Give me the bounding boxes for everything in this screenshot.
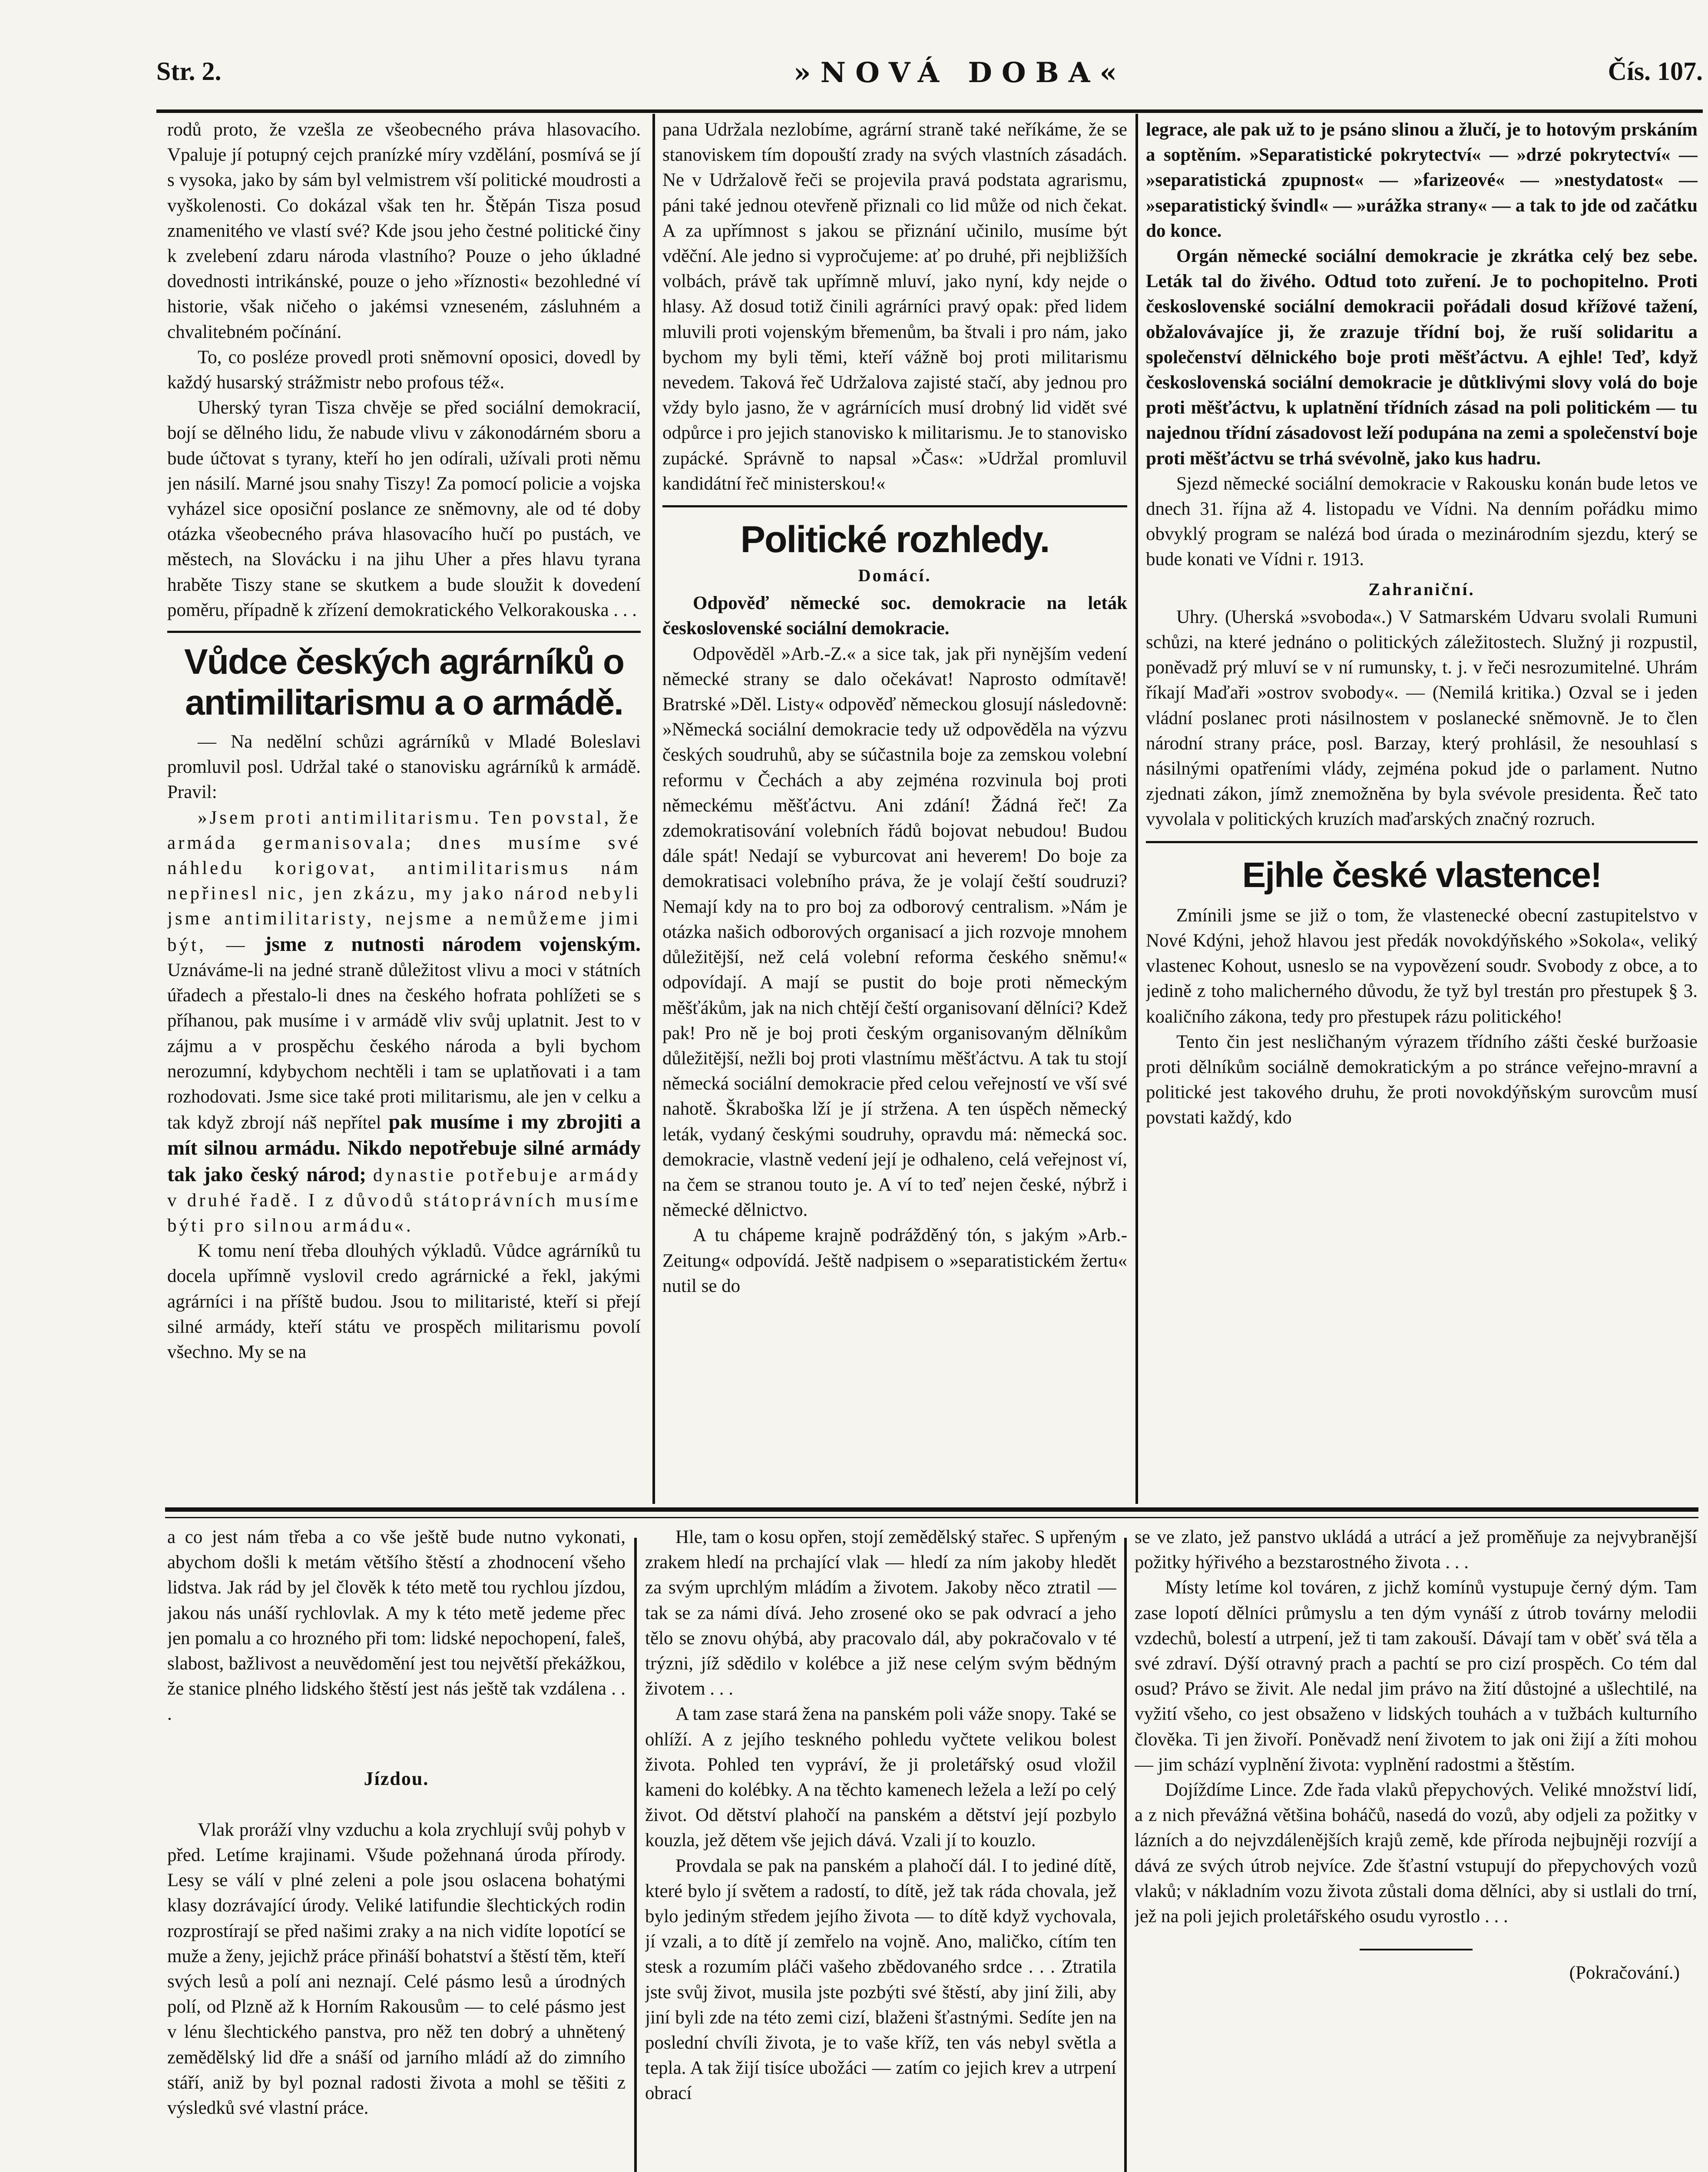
quote-emphasis: pak musíme i my zbrojiti a mít silnou armádu. Nikdo nepotřebuje silné armády tak jako český národ; bbox=[167, 1110, 641, 1186]
continuation-note: (Pokračování.) bbox=[1569, 1963, 1680, 1983]
section-subheading: Domácí. bbox=[858, 566, 932, 586]
column-rule bbox=[652, 114, 655, 1504]
page-header bbox=[156, 56, 1703, 104]
page-number: Str. 2. bbox=[156, 57, 222, 86]
article-paragraph: Vlak proráží vlny vzduchu a kola zrychlují svůj pohyb v před. Letíme krajinami. Všude požehnaná úroda přírody. Lesy se válí v plné zeleni a pole jsou oslacena bohatými klasy dozrávající úrody. Veliké latifundie šlechtických rodin rozprostírají se před našimi zraky a na nich vidíte lopotící se muže a ženy, jejichž práce přináší bohatství a štěstí těm, kteří svých lesů a polí ani neznají. Celé pásmo lesů a úrodných polí, od Plzně až k Horním Rakousům — to celé pásmo jest v lénu šlechtického panstva, pro něž ten dobrý a uhnětený zemědělský lid dře a snáší od jarního mládí až do zimního stáří, aniž by byl poznal radosti života a mohl se těšiti z výsledků své vlastní práce. bbox=[167, 1819, 626, 2119]
article-paragraph: To, co posléze provedl proti sněmovní oposici, dovedl by každý husarský strážmistr nebo profous též«. bbox=[167, 347, 641, 393]
article-lead: Odpověď německé soc. demokracie na leták československé sociální demokracie. bbox=[662, 593, 1127, 639]
article-quote bbox=[167, 805, 641, 1238]
article-paragraph: rodů proto, že vzešla ze všeobecného práva hlasovacího. Vpaluje jí potupný cejch pranízké míry vzdělání, posmívá se jí s vysoka, jako by sám byl velmistrem vší politické moudrosti a vyškolenosti. Co dokázal však ten hr. Štěpán Tisza posud znamenitého ve vlastí své? Kde jsou jeho čestné politické činy k zvelebení zdaru národa vlastního? Pouze o jeho úkladné dovednosti intrikánské, pouze o jeho »říznosti« bezohledné ví historie, však ničeho o jakémsi vzneseném, zásluhném a chvalitebném počínání. bbox=[167, 119, 641, 342]
article-rule bbox=[662, 505, 1127, 507]
article-paragraph: K tomu není třeba dlouhých výkladů. Vůdce agrárníků tu docela upřímně vyslovil credo agrárnické a řekl, jakými agrárníci i na příště budou. Jsou to militaristé, kteří si přejí silné armády, kteří státu ve prospěch militarismu povolí všechno. My se na bbox=[167, 1241, 641, 1362]
masthead-title: »NOVÁ DOBA« bbox=[793, 56, 1127, 89]
article-rule bbox=[1146, 841, 1698, 843]
column-3 bbox=[1146, 117, 1698, 1503]
header-rule bbox=[156, 109, 1703, 113]
article-paragraph: Orgán německé sociální demokracie je zkrátka celý bez sebe. Leták tal do živého. Odtud toto zuření. Je to pochopitelno. Proti československé sociální demokracii pořádali dosud křížové tažení, obžalovávajíce ji, že zrazuje třídní boj, že ruší solidaritu a společenství dělnického boje proti měšťáctvu. A ejhle! Teď, když československá sociální demokracie je důtklivými slovy volá do boje proti měšťáctvu, k uplatnění třídních zásad na poli politickém — tu najednou třídní zásadovost leží podupána na zemi a společenství boje proti měšťáctvu se trhá svévolně, jako kus hadru. bbox=[1146, 246, 1698, 469]
article-paragraph: se ve zlato, jež panstvo ukládá a utrácí a jež proměňuje za nejvybranější požitky hýřivého a bezstarostného života . . . bbox=[1135, 1527, 1697, 1573]
column-rule bbox=[1124, 1538, 1127, 2172]
section-divider bbox=[165, 1517, 1698, 1518]
article-paragraph: pana Udržala nezlobíme, agrární straně také neříkáme, že se stanoviskem tím dopouští zrady na svých vlastních zásadách. Ne v Udržalově řeči se projevila pravá podstata agrarismu, páni také jednou otevřeně přiznali co lid může od nich čekat. A za upřímnost s jakou se přiznání učinilo, musíme být vděční. Ale jedno si vypročujeme: ať po druhé, při nejbližších volbách, právě tak upřímně mluví, jako nyní, kdy nejde o hlasy. Až dosud totiž činili agrárníci pravý opak: před lidem mluvili proti vojenským břemenům, ba štvali i pro nám, jako bychom my byli těmi, kteří vážně boj proti militarismu nevedem. Taková řeč Udržalova zajisté stačí, aby jednou pro vždy bylo jasno, že v agrárnících musí drobný lid vidět své odpůrce i pro jejich stanovisko k militarismu. Je to stanovisko zupácké. Správně to napsal »Čas«: »Udržal promluvil kandidátní řeč ministerskou!« bbox=[662, 119, 1127, 494]
section-divider bbox=[165, 1507, 1698, 1512]
article-paragraph: Zmínili jsme se již o tom, že vlastenecké obecní zastupitelstvo v Nové Kdýni, jehož hlavou jest předák novokdýňského »Sokola«, veliký vlastenec Kohout, usneslo se na vypovězení soudr. Svobody z obce, a to jedině z toho malicherného důvodu, že tyž byl trestán pro přestupek § 3. koaličního zákona, tedy pro přestupek rázu politického! bbox=[1146, 905, 1698, 1027]
quote-emphasis: jsme z nutnosti národem vojenským. bbox=[265, 932, 641, 956]
feuilleton-title: Jízdou. bbox=[364, 1768, 429, 1789]
feuilleton-column-3 bbox=[1135, 1525, 1697, 2172]
article-paragraph: a co jest nám třeba a co vše ještě bude nutno vykonati, abychom došli k metám většího štěstí a zhodnocení všeho lidstva. Jak rád by jel člověk k této metě tou rychlou jízdou, jakou nás unáší rychlovlak. A my k této metě jedeme přec jen pomalu a co hrozného při tom: lidské nepochopení, faleš, slabost, bažlivost a neuvědomění jest tou největší překážkou, že stanice plného lidského štěstí jest nás ještě tak vzdálena . . . bbox=[167, 1527, 626, 1725]
article-paragraph: Provdala se pak na panském a plahočí dál. I to jediné dítě, které bylo jí světem a radostí, to dítě, jež tak ráda chovala, jež bylo jediným středem jejího života — to dítě když vychovala, jí vzali, a to dítě jí zemřelo na vojně. Ano, maličko, cítím ten stesk a rozumím pláči vašeho zbědovaného srdce . . . Ztratila jste svůj život, musila jste pozbýti své štěstí, aby jiní žili, aby jiní byli zde na této zemi cizí, blaženi šťastnými. Sedíte jen na poslední chvíli života, je to vaše kříž, ten vás nebyl světla a tepla. A tak žijí tisíce ubožáci — zatím co jejich krev a utrpení obrací bbox=[645, 1855, 1116, 2104]
article-paragraph: A tu chápeme krajně podrážděný tón, s jakým »Arb.-Zeitung« odpovídá. Ještě nadpisem o »separatistickém žertu« nutil se do bbox=[662, 1225, 1127, 1296]
section-headline: Politické rozhledy. bbox=[740, 519, 1049, 561]
column-1 bbox=[167, 117, 641, 1503]
article-paragraph: Dojíždíme Lince. Zde řada vlaků přepychových. Veliké množství lidí, a z nich převážná většina boháčů, nasedá do vozů, aby odjeli za požitky v lázních a do nejvzdálenějších krajů země, kde příroda nejbujněji rozvíjí a dává ze svých útrob nejvíce. Zde šťastní vstupují do přepychových vozů vlaků; v nákladním vozu života zůstali doma dělníci, aby si ustlali do trní, jež na poli jejich proletářského osudu vyrostlo . . . bbox=[1135, 1780, 1697, 1927]
article-paragraph: Tento čin jest nesličhaným výrazem třídního zášti české buržoasie proti dělníkům sociálně demokratickým a po stránce veřejno-mravní a politické jest takového druhu, že proti novokdýňským surovcům musí povstati každý, kdo bbox=[1146, 1031, 1698, 1128]
quote-text: Uznáváme-li na jedné straně důležitost vlivu a moci v státních úřadech a přestalo-li dnes na českého hofrata pohlížeti se s příhanou, pak musíme i v armádě vliv svůj uplatnit. Jest to v zájmu a v prospěchu českého národa a byli bychom nerozumní, kdybychom nechtěli i tam se uplatňovati i a tam rozhodovati. Jsme sice také proti militarismu, ale jen v celku a tak když zbrojí náš nepřítel bbox=[167, 960, 641, 1133]
article-paragraph: Místy letíme kol továren, z jichž komínů vystupuje černý dým. Tam zase lopotí dělníci průmyslu a ten dým vynáší z útrob továrny melodii vzdechů, bolestí a utrpení, jež ti tam zakouší. Dávají tam v oběť svá těla a své zdraví. Dýší otravný prach a pachtí se pro cizí prospěch. Co tém dal osud? Právo se živit. Ale nedal jim právo na žití důstojné a ušlechtilé, na vyžití všeho, co jest obsaženo v lidských touhách a v tužbách kulturního člověka. Ti jen živoří. Poněvadž není životem to jak oni žijí a žíti mohou — jim schází vyplnění života: vyplnění radostmi a štěstím. bbox=[1135, 1577, 1697, 1775]
article-headline: Ejhle české vlastence! bbox=[1242, 855, 1602, 895]
feuilleton-column-1 bbox=[167, 1525, 626, 2172]
end-ornament bbox=[1135, 1935, 1697, 1960]
quote-text: »Jsem proti antimilitarismu. Ten povstal, že armáda germanisovala; dnes musíme své náhledu korigovat, antimilitarismus nám nepřinesl nic, jen zkázu, my jako národ nebyli jsme antimilitaristy, nejsme a nemůžeme jimi být, — bbox=[167, 807, 641, 955]
article-paragraph: Hle, tam o kosu opřen, stojí zemědělský stařec. S upřeným zrakem hledí na prchající vlak — hledí za ním jakoby hledět za svým uprchlým mládím a životem. Jakoby něco ztratil — tak se za námi dívá. Jeho zrosené oko se pak odvrací a jeho tělo se znovu ohýbá, aby pracovalo dál, aby pokračovalo v té trýzni, jíž sdědilo v kolébce a již nese celým svým bědným životem . . . bbox=[645, 1527, 1116, 1699]
article-paragraph: Sjezd německé sociální demokracie v Rakousku konán bude letos ve dnech 31. října až 4. listopadu ve Vídni. Na denním pořádku mimo obvyklý program se nalézá bod úrada o mezinárodním sjezdu, který se bude konati ve Vídni r. 1913. bbox=[1146, 473, 1698, 570]
article-paragraph: Odpověděl »Arb.-Z.« a sice tak, jak při nynějším vedení německé strany se dalo očekávat! Naprosto odmítavě! Bratrské »Děl. Listy« odpověď německou glosují následovně: »Německá sociální demokracie tedy už odpověděla na výzvu českých soudruhů, aby se súčastnila boje za zemskou volební reformu v Čechách a aby zejména rozvinula boj proti německému měšťáctvu. Ani zdání! Žádná řeč! Za zdemokratisování volebních řádů bojovat nebudou! Budou dále spát! Nedají se vyburcovat ani heverem! Do boje za demokratisaci volebního práva, že je volají čeští soudruzi? Nemají kdy na to pro boj za odborový centralism. »Nám je otázka našich odborových organisací a jich rozvoje mnohem důležitější, než celá volební reforma českého sněmu!« odpovídají. A mají se pustit do boje proti německým měšťákům, jak na nich chtějí čeští organisovaní dělníci? Kdež pak! Pro ně je boj proti českým organisovaným dělníkům důležitější, nežli boj proti vlastnímu měšťáctvu. A tak tu stojí německá sociální demokracie před celou veřejností ve vší své nahotě. Škraboška lží je jí stržena. A ten úspěch německý leták, vydaný českými soudruhy, opravdu má: německá soc. demokracie, vlastně vedení její je odhaleno, celá veřejnost ví, na čem se stranou touto je. A ví to teď nejen české, nýbrž i německé dělnictvo. bbox=[662, 643, 1127, 1221]
issue-number: Čís. 107. bbox=[1608, 57, 1703, 86]
column-rule bbox=[1135, 114, 1138, 1504]
quote-text: dynastie potřebuje armády v druhé řadě. I z důvodů státoprávních musíme býti pro silnou armádu«. bbox=[167, 1165, 641, 1236]
column-rule bbox=[634, 1538, 637, 2172]
article-headline: Vůdce českých agrárníků o antimilitarismu a o armádě. bbox=[184, 642, 624, 723]
article-rule bbox=[167, 631, 641, 633]
article-paragraph: legrace, ale pak už to je psáno slinou a žlučí, je to hotovým prskáním a soptěním. »Separatistické pokrytectví« — »drzé pokrytectví« — »separatistická zpupnost« — »farizeové« — »nestydatost« — »separatistický švindl« — »urážka strany« — a tak to jde od začátku do konce. bbox=[1146, 119, 1698, 241]
feuilleton-column-2 bbox=[645, 1525, 1116, 2172]
article-paragraph: — Na nedělní schůzi agrárníků v Mladé Boleslavi promluvil posl. Udržal také o stanovisku agrárníků k armádě. Pravil: bbox=[167, 732, 641, 803]
article-paragraph: Uhry. (Uherská »svoboda«.) V Satmarském Udvaru svolali Rumuni schůzi, na které jednáno o politických záležitostech. Služný ji rozpustil, poněvadž prý mluví se v ní rumunsky, t. j. v řeči nesrozumitelné. Uhrám říkají Maďaři »ostrov svobody«. — (Nemilá kritika.) Ozval se i jeden vládní poslanec proti násilnostem v poslanecké sněmovně. Je to člen národní strany práce, posl. Barzay, který prohlásil, že nesouhlasí s násilnými opatřeními vlády, zejména pokud jde o parlament. Nutno zjednati zákon, jímž znemožněna by byla svévole presidenta. Řeč tato vyvolala v politických kruzích maďarských značný rozruch. bbox=[1146, 606, 1698, 830]
column-2 bbox=[662, 117, 1127, 1503]
article-paragraph: A tam zase stará žena na panském poli váže snopy. Také se ohlíží. A z jejího teskného pohledu vyčtete velikou bolest života. Pohled ten vypráví, že ji proletářský osud vložil kameni do kolébky. A na těchto kamenech ležela a leží po celý život. Od dětství plahočí na panském a dětství její pozbylo kouzla, jež dětem vše jejich dává. Vzali jí to kouzlo. bbox=[645, 1704, 1116, 1851]
article-paragraph: Uherský tyran Tisza chvěje se před sociální demokracií, bojí se dělného lidu, že nabude vlivu v zákonodárném sboru a bude účtovat s tyrany, kteří ho jen odírali, užívali proti němu jen násilí. Marné jsou snahy Tiszy! Za pomocí policie a vojska vyházel sice oposiční poslance ze sněmovny, ale od té doby otázka všeobecného práva hlasovacího hučí po pustách, ve městech, na Slovácku i na jihu Uher a přes hlavu tyrana hraběte Tiszy stane se skutkem a bude sloužit k dovedení poměru, případně k zřízení demokratického Velkorakouska . . . bbox=[167, 397, 641, 620]
section-subheading: Zahraniční. bbox=[1368, 579, 1475, 599]
